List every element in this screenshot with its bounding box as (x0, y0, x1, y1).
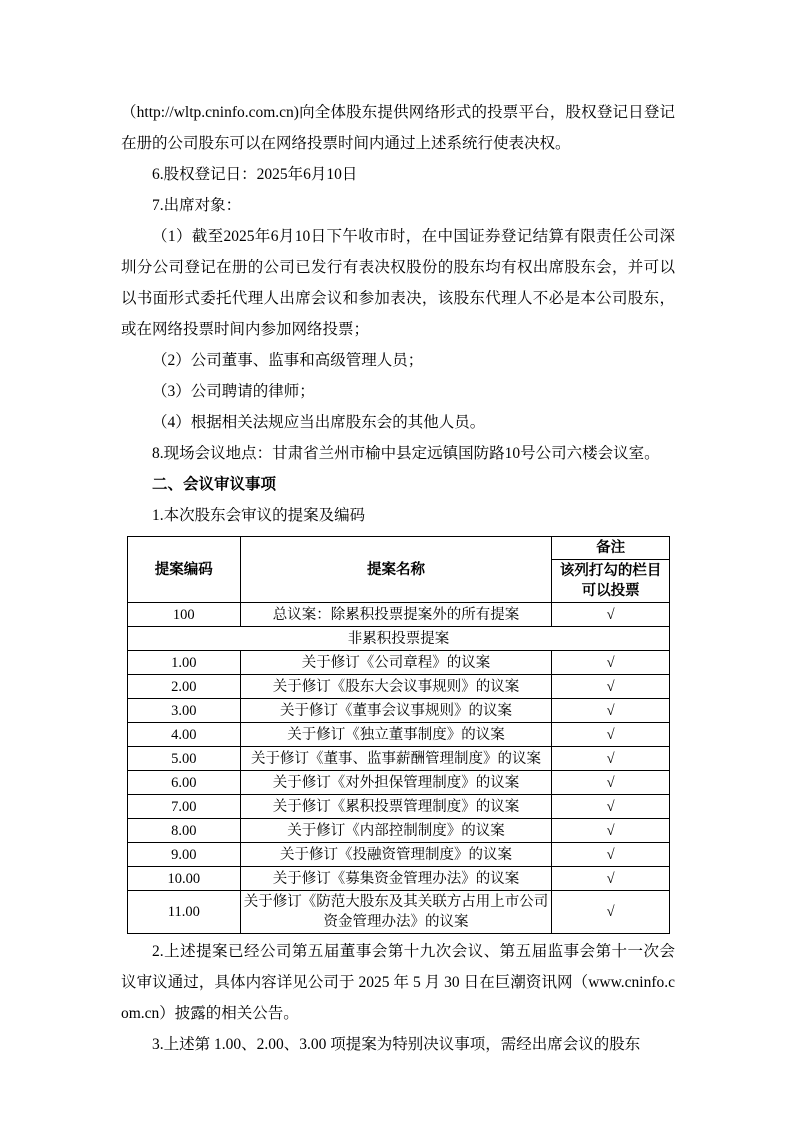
proposal-name: 关于修订《累积投票管理制度》的议案 (240, 795, 552, 819)
section-heading: 二、会议审议事项 (152, 476, 277, 493)
proposals-table-body (128, 603, 670, 934)
header-remark: 备注 (552, 537, 670, 560)
proposal-name: 总议案：除累积投票提案外的所有提案 (240, 603, 552, 627)
proposals-table (127, 536, 670, 934)
table-row (128, 747, 670, 771)
header-proposal-name: 提案名称 (240, 537, 552, 603)
vote-check-mark: √ (552, 843, 670, 867)
proposal-code: 6.00 (128, 771, 241, 795)
proposal-code: 4.00 (128, 723, 241, 747)
paragraph: （4）根据相关法规应当出席股东会的其他人员。 (152, 414, 486, 431)
proposal-name: 关于修订《防范大股东及其关联方占用上市公司资金管理办法》的议案 (240, 891, 552, 934)
header-proposal-code: 提案编码 (128, 537, 241, 603)
vote-check-mark: √ (552, 867, 670, 891)
paragraph: 2.上述提案已经公司第五届董事会第十九次会议、第五届监事会第十一次会议审议通过，具体内容详见公司于 2025 年 5 月 30 日在巨潮资讯网（www.cninfo.com.cn）披露的相关公告。 (121, 943, 675, 1022)
proposal-code: 2.00 (128, 675, 241, 699)
proposal-name: 关于修订《股东大会议事规则》的议案 (240, 675, 552, 699)
table-row (128, 675, 670, 699)
proposal-code: 10.00 (128, 867, 241, 891)
vote-check-mark: √ (552, 723, 670, 747)
table-row (128, 699, 670, 723)
top-paragraphs (121, 97, 675, 531)
header-remark-subnote (552, 560, 670, 603)
proposal-name: 关于修订《内部控制制度》的议案 (240, 819, 552, 843)
table-row (128, 891, 670, 934)
proposal-code: 3.00 (128, 699, 241, 723)
header-remark-subnote-line1: 该列打勾的栏目 (559, 563, 662, 579)
proposal-code: 9.00 (128, 843, 241, 867)
proposal-code: 7.00 (128, 795, 241, 819)
table-row (128, 651, 670, 675)
bottom-paragraphs (121, 936, 675, 1060)
vote-check-mark: √ (552, 771, 670, 795)
proposal-name: 关于修订《募集资金管理办法》的议案 (240, 867, 552, 891)
table-row (128, 795, 670, 819)
proposal-code: 8.00 (128, 819, 241, 843)
proposal-name: 关于修订《独立董事制度》的议案 (240, 723, 552, 747)
table-section-label: 非累积投票提案 (128, 627, 670, 651)
proposal-code: 5.00 (128, 747, 241, 771)
table-row (128, 771, 670, 795)
paragraph: （1）截至2025年6月10日下午收市时，在中国证券登记结算有限责任公司深圳分公司登记在册的公司已发行有表决权股份的股东均有权出席股东会，并可以以书面形式委托代理人出席会议和参加表决，该股东代理人不必是本公司股东，或在网络投票时间内参加网络投票； (121, 228, 675, 338)
proposal-name: 关于修订《董事、监事薪酬管理制度》的议案 (240, 747, 552, 771)
paragraph: （http://wltp.cninfo.com.cn)向全体股东提供网络形式的投票平台，股权登记日登记在册的公司股东可以在网络投票时间内通过上述系统行使表决权。 (121, 104, 675, 152)
header-remark-subnote-line2: 可以投票 (581, 583, 640, 599)
vote-check-mark: √ (552, 891, 670, 934)
paragraph: 6.股权登记日：2025年6月10日 (152, 166, 358, 183)
vote-check-mark: √ (552, 651, 670, 675)
proposal-code: 1.00 (128, 651, 241, 675)
paragraph: （2）公司董事、监事和高级管理人员； (152, 352, 424, 369)
paragraph: 1.本次股东会审议的提案及编码 (152, 507, 366, 524)
table-section-row (128, 627, 670, 651)
table-row (128, 603, 670, 627)
vote-check-mark: √ (552, 603, 670, 627)
paragraph: 8.现场会议地点：甘肃省兰州市榆中县定远镇国防路10号公司六楼会议室。 (152, 445, 660, 462)
vote-check-mark: √ (552, 819, 670, 843)
paragraph: 7.出席对象： (152, 197, 242, 214)
proposal-name: 关于修订《董事会议事规则》的议案 (240, 699, 552, 723)
vote-check-mark: √ (552, 747, 670, 771)
proposal-name: 关于修订《公司章程》的议案 (240, 651, 552, 675)
table-row (128, 867, 670, 891)
vote-check-mark: √ (552, 699, 670, 723)
table-row (128, 843, 670, 867)
proposal-code: 11.00 (128, 891, 241, 934)
table-row (128, 723, 670, 747)
proposals-table-header (128, 537, 670, 603)
paragraph: 3.上述第 1.00、2.00、3.00 项提案为特别决议事项，需经出席会议的股东 (152, 1036, 641, 1053)
proposal-code: 100 (128, 603, 241, 627)
table-row (128, 819, 670, 843)
vote-check-mark: √ (552, 675, 670, 699)
proposal-name: 关于修订《投融资管理制度》的议案 (240, 843, 552, 867)
paragraph: （3）公司聘请的律师； (152, 383, 315, 400)
proposal-name: 关于修订《对外担保管理制度》的议案 (240, 771, 552, 795)
vote-check-mark: √ (552, 795, 670, 819)
